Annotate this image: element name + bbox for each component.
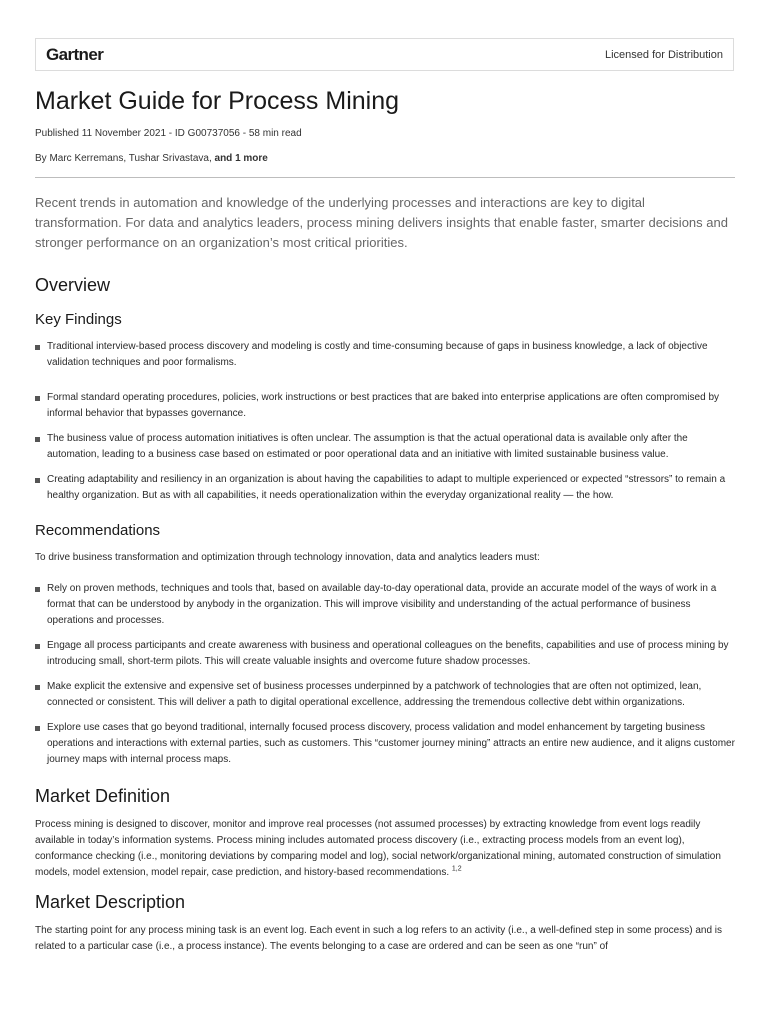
- bullet-icon: [35, 345, 40, 350]
- key-findings-heading: Key Findings: [35, 311, 122, 328]
- gartner-logo[interactable]: Gartner: [46, 44, 104, 64]
- recommendation-text: Explore use cases that go beyond traditional, internally focused process discovery, process validation and model enhancement by targeting business operations and interactions with external parties, such as customers. This “customer journey mining” attracts an entire new audience, and it aligns customer journey maps with internal process maps.: [47, 722, 735, 765]
- more-authors-link[interactable]: and 1 more: [214, 153, 268, 164]
- header-bar: [35, 38, 734, 71]
- market-description-text: The starting point for any process mining task is an event log. Each event in such a log refers to an activity (i.e., a well-defined step in some process) and is related to a particular case (i.e., a process instance). The events belonging to a case are ordered and can be seen as one “run” of: [35, 925, 723, 952]
- bullet-icon: [35, 726, 40, 731]
- market-definition-text: [35, 817, 735, 881]
- list-item: [35, 679, 735, 711]
- finding-text: Formal standard operating procedures, policies, work instructions or best practices that are baked into enterprise applications are often compromised by informal behavior that bypasses governance.: [47, 392, 720, 419]
- list-item: [35, 581, 735, 629]
- divider: [35, 177, 735, 178]
- list-item: [35, 720, 735, 768]
- list-item: [35, 390, 735, 422]
- overview-heading: Overview: [35, 275, 111, 295]
- list-item: [35, 472, 735, 504]
- list-item: [35, 431, 735, 463]
- market-definition-heading: Market Definition: [35, 786, 171, 806]
- bullet-icon: [35, 644, 40, 649]
- market-definition-body: Process mining is designed to discover, monitor and improve real processes (not assumed processes) by extracting knowledge from event logs readily available in today’s information systems. Process mining includes automated process discovery (i.e., extracting process models from an event log), conformance checking (i.e., monitoring deviations by comparing model and log), social network/organizational mining, automated construction of simulation models, model extension, model repair, case prediction, and history-based recommendations.: [35, 819, 721, 878]
- recommendations-heading: Recommendations: [35, 522, 161, 539]
- market-description-heading: Market Description: [35, 892, 186, 912]
- recommendation-text: Make explicit the extensive and expensive set of business processes underpinned by a patchwork of technologies that are often not optimized, lean, connected or consistent. This will deliver a path to digital operational excellence, addressing the tremendous collective debt within organizations.: [47, 681, 702, 708]
- publication-meta: Published 11 November 2021 - ID G00737056 - 58 min read: [35, 128, 302, 139]
- finding-text: The business value of process automation initiatives is often unclear. The assumption is that the actual operational data is available only after the automation, leading to a business case based on estimated or poor operational data and an initiative with limited sustainable business value.: [47, 433, 688, 460]
- authors-line: [35, 152, 735, 166]
- page-title: Market Guide for Process Mining: [35, 87, 400, 115]
- bullet-icon: [35, 478, 40, 483]
- bullet-icon: [35, 396, 40, 401]
- recommendation-text: Engage all process participants and create awareness with business and operational colleagues on the benefits, capabilities and use of process mining by introducing small, short-term pilots. This will create valuable insights and overcome future shadow processes.: [47, 640, 729, 667]
- authors-names: By Marc Kerremans, Tushar Srivastava,: [35, 153, 212, 164]
- recommendations-list: [35, 581, 735, 768]
- summary-text: Recent trends in automation and knowledge of the underlying processes and interactions are key to digital transformation. For data and analytics leaders, process mining delivers insights that enable faster, smarter decisions and stronger performance on an organization’s most critical priorities.: [35, 195, 728, 250]
- key-findings-list: [35, 339, 735, 504]
- bullet-icon: [35, 587, 40, 592]
- recommendation-text: Rely on proven methods, techniques and tools that, based on available day-to-day operational data, provide an accurate model of the ways of work in a format that can be understood by anybody in the organization. This will improve visibility and understanding of the actual performance of business operations and processes.: [47, 583, 717, 626]
- list-item: [35, 339, 735, 371]
- finding-text: Creating adaptability and resiliency in an organization is about having the capabilities to adapt to multiple experienced or expected “stressors” to remain a healthy organization. But as with all capabilities, it needs operationalization within the everyday organizational reality — the how.: [47, 474, 726, 501]
- finding-text: Traditional interview-based process discovery and modeling is costly and time-consuming because of gaps in business knowledge, a lack of objective validation techniques and poor formalisms.: [47, 341, 708, 368]
- license-label: Licensed for Distribution: [604, 48, 723, 61]
- recommendations-intro: To drive business transformation and optimization through technology innovation, data and analytics leaders must:: [35, 552, 540, 563]
- document-body: [35, 84, 735, 955]
- list-item: [35, 638, 735, 670]
- footnote-link[interactable]: 1,2: [451, 865, 462, 873]
- bullet-icon: [35, 437, 40, 442]
- bullet-icon: [35, 685, 40, 690]
